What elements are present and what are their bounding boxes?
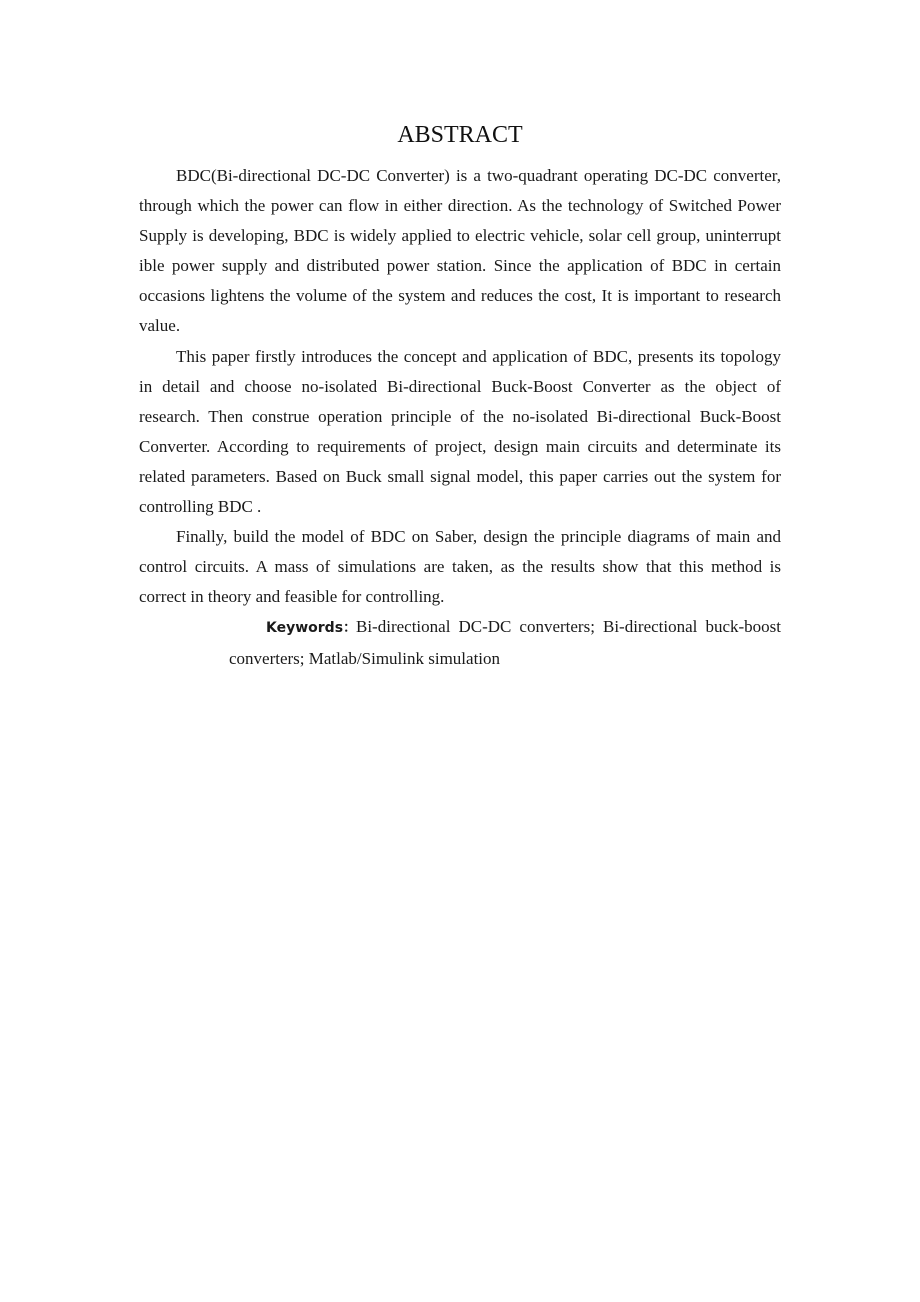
abstract-paragraph-3: Finally, build the model of BDC on Saber, design the principle diagrams of main and control circuits. A mass of simulations are taken, as the results show that this method is correct in theory and feasible for controlling. — [139, 527, 781, 607]
keywords-text: Bi-directional DC-DC converters; Bi-directional buck-boost converters; Matlab/Simulink simulation — [229, 617, 781, 668]
abstract-body — [139, 161, 781, 674]
abstract-paragraph-1: BDC(Bi-directional DC-DC Converter) is a two-quadrant operating DC-DC converter, through which the power can flow in either direction. As the technology of Switched Power Supply is developing, BDC is widely applied to electric vehicle, solar cell group, uninterrupt ible power supply and distributed power station. Since the application of BDC in certain occasions lightens the volume of the system and reduces the cost, It is important to research value. — [139, 166, 781, 336]
abstract-paragraph-2: This paper firstly introduces the concept and application of BDC, presents its topology in detail and choose no-isolated Bi-directional Buck-Boost Converter as the object of research. Then construe operation principle of the no-isolated Bi-directional Buck-Boost Converter. According to requirements of project, design main circuits and determinate its related parameters. Based on Buck small signal model, this paper carries out the system for controlling BDC . — [139, 346, 781, 517]
keywords-label — [266, 613, 356, 643]
keywords-line — [139, 612, 781, 673]
abstract-title: ABSTRACT — [397, 122, 523, 148]
keywords-label-text: Keywords： — [266, 620, 358, 637]
